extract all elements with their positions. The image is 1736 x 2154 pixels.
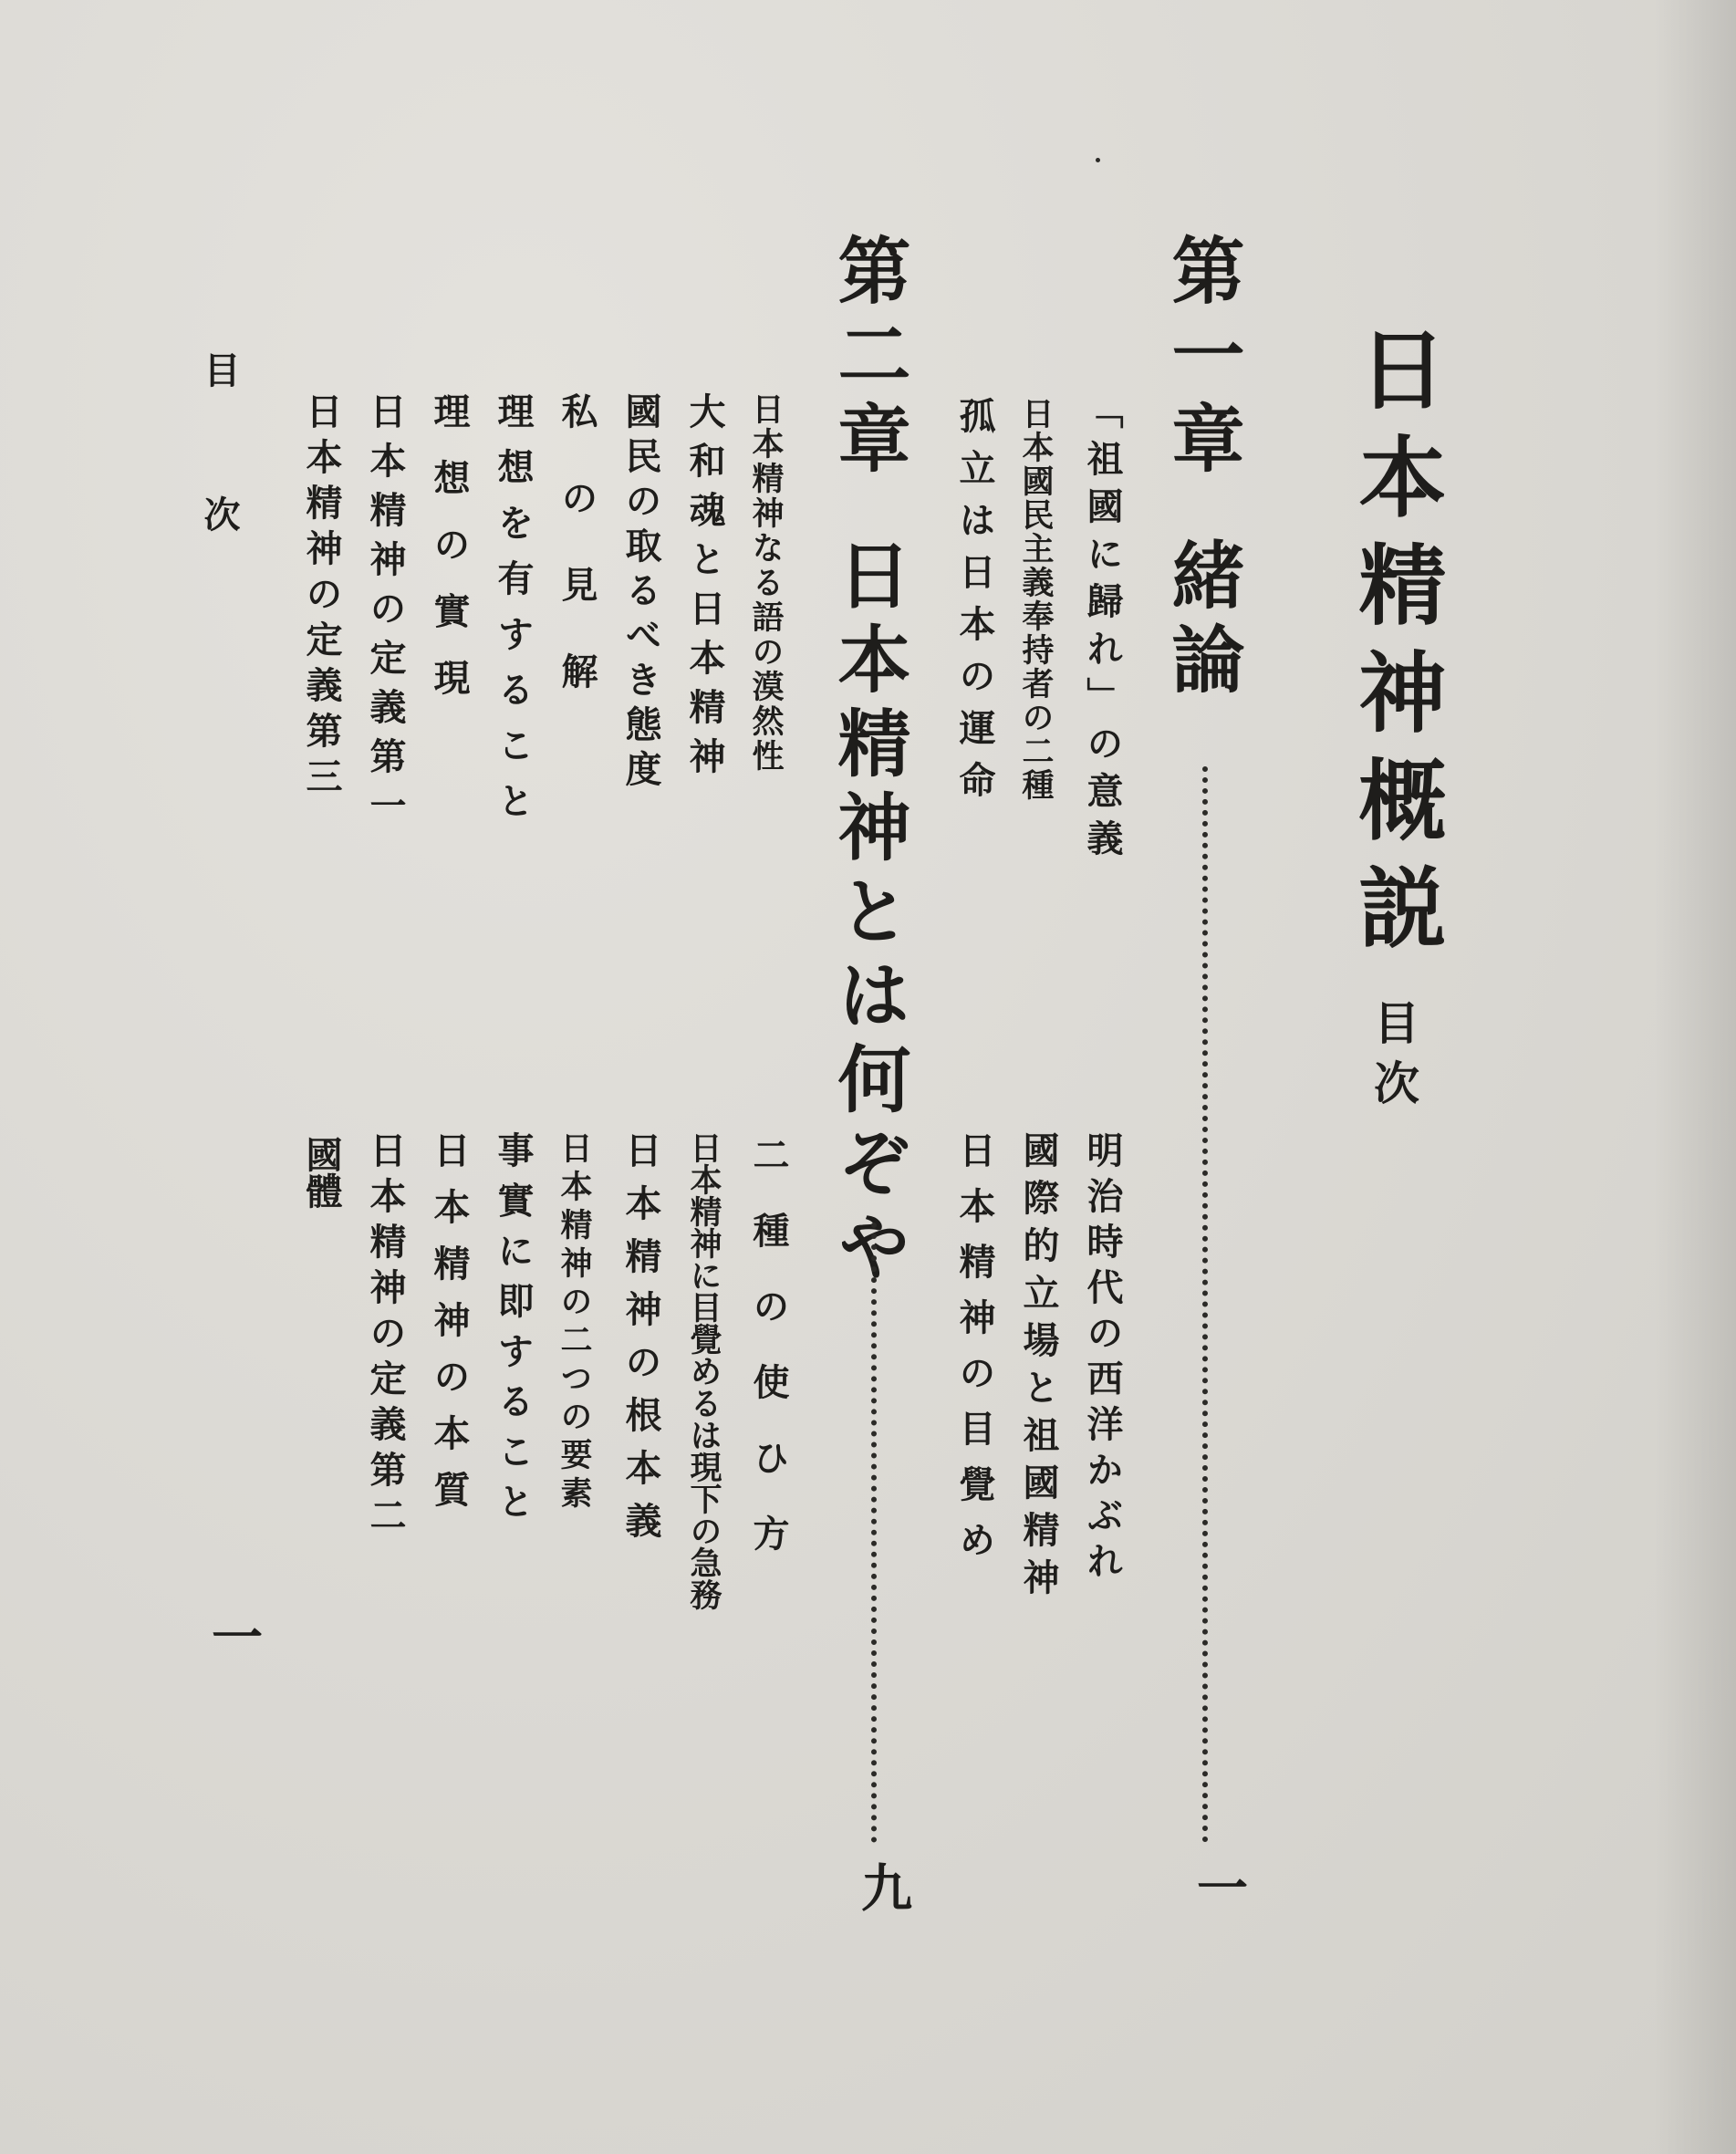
chapter-2-section-2: 大和魂と日本精神 (683, 392, 726, 786)
running-head (198, 351, 241, 532)
chapter-1-section-5: 國際的立場と祖國精神 (1017, 1131, 1060, 1606)
chapter-2-label: 第二章 (826, 233, 911, 484)
chapter-2-section-15: 日本精神の定義第二 (364, 1131, 407, 1542)
chapter-2-section-5: 理想を有すること (492, 392, 535, 838)
running-head-first: 目 (198, 351, 241, 388)
chapter-2-page-number: 九 (853, 1861, 913, 1912)
chapter-1-page-number: 一 (1189, 1861, 1249, 1912)
chapter-1-heading (1159, 233, 1245, 705)
chapter-2-section-8: 日本精神の定義第三 (300, 392, 343, 803)
folio-page-number: 一 (203, 1610, 264, 1661)
chapter-1-label: 第一章 (1159, 233, 1245, 484)
chapter-2-section-13: 事實に即すること (492, 1131, 535, 1533)
running-head-second: 次 (198, 495, 241, 532)
chapter-2-section-3: 國民の取るべき態度 (619, 392, 662, 795)
chapter-2-section-4: 私の見解 (556, 392, 598, 739)
ink-dot (1096, 158, 1100, 162)
chapter-2-section-14: 日本精神の本質 (428, 1131, 471, 1527)
chapter-2-section-10: 日本精神に目覺めるは現下の急務 (685, 1131, 722, 1610)
chapter-1-section-2: 日本國民主義奉持者の二種 (1017, 397, 1055, 802)
chapter-2-section-9: 二種の使ひ方 (747, 1136, 790, 1590)
book-title: 日本精神概説 (1345, 324, 1448, 970)
chapter-2-heading (826, 233, 911, 1293)
page-edge-shadow (1654, 0, 1736, 2154)
chapter-1-section-3: 孤立は日本の運命 (953, 397, 996, 813)
chapter-1-section-4: 明治時代の西洋かぶれ (1081, 1131, 1124, 1587)
chapter-1-dot-leader (1202, 766, 1208, 1843)
chapter-1-section-1: 「祖國に歸れ」の意義 (1081, 392, 1124, 867)
chapter-2-title: 日本精神とは何ぞや (826, 537, 911, 1293)
chapter-2-section-12: 日本精神の二つの要素 (556, 1131, 593, 1514)
chapter-2-section-6: 理想の實現 (428, 392, 471, 725)
chapter-2-dot-leader (871, 1223, 877, 1843)
chapter-2-section-1: 日本精神なる語の漠然性 (747, 392, 785, 774)
chapter-2-section-11: 日本精神の根本義 (619, 1131, 662, 1555)
chapter-1-section-6: 日本精神の目覺め (953, 1131, 996, 1576)
contents-heading: 目次 (1367, 999, 1420, 1119)
chapter-1-title: 緒論 (1159, 537, 1245, 705)
chapter-2-section-7: 日本精神の定義第一 (364, 392, 407, 836)
chapter-2-section-16: 國體 (300, 1136, 343, 1209)
